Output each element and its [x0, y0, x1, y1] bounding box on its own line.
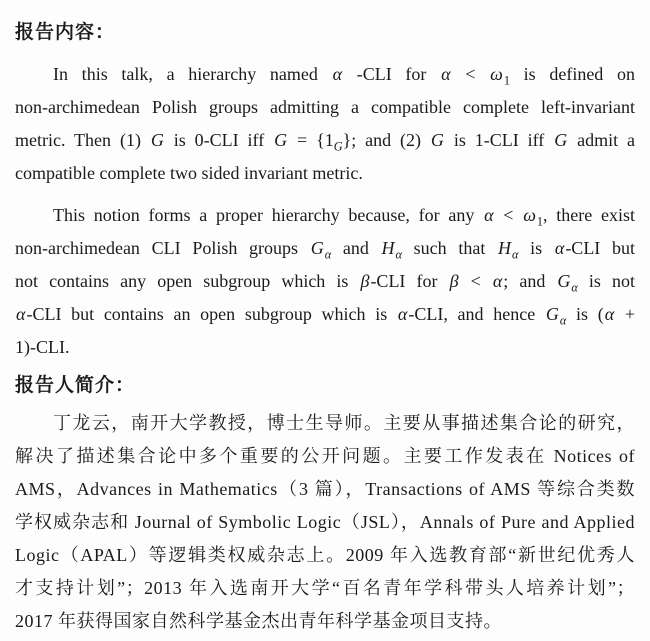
text-run: -CLI, and hence [408, 304, 545, 324]
text-run: and [331, 238, 381, 258]
math-symbol: α [604, 304, 615, 324]
math-symbol: α [395, 247, 402, 262]
text-line [15, 199, 635, 232]
math-symbol: G [430, 130, 444, 150]
paragraph-talk-abstract-1 [15, 58, 635, 190]
math-symbol: G [554, 130, 568, 150]
math-symbol: α [16, 304, 26, 324]
math-symbol: H [381, 238, 395, 258]
text-run: ; and [503, 271, 557, 291]
text-run: -CLI but [565, 238, 635, 258]
math-symbol: β [449, 271, 459, 291]
section-heading-speaker-bio: 报告人简介： [15, 375, 136, 396]
math-symbol: α [324, 247, 332, 262]
math-symbol: β [360, 271, 370, 291]
text-line [15, 58, 635, 91]
text-run: metric. Then (1) [15, 130, 150, 150]
text-run: }; and (2) [342, 130, 430, 150]
math-symbol: α [554, 238, 565, 258]
text-run: is [518, 238, 554, 258]
text-run: -CLI but contains an open subgroup which is [26, 304, 397, 324]
text-run: = {1 [288, 130, 334, 150]
math-symbol: α [559, 313, 567, 328]
text-line [15, 91, 635, 124]
text-run: + [615, 304, 635, 324]
math-symbol: H [498, 238, 512, 258]
math-symbol: G [557, 271, 571, 291]
text-run: non-archimedean Polish groups admitting a compatible complete left-invariant [15, 97, 635, 117]
math-symbol: α [492, 271, 503, 291]
math-symbol: ω [490, 64, 503, 84]
text-line [15, 331, 635, 364]
text-run: is 0-CLI iff [164, 130, 274, 150]
text-line [15, 298, 635, 331]
text-run: admit a [568, 130, 635, 150]
math-symbol: α [484, 205, 494, 225]
text-run: 1)-CLI. [15, 337, 70, 357]
text-run: such that [401, 238, 498, 258]
text-line [15, 232, 635, 265]
text-line: 丁龙云，南开大学教授，博士生导师。主要从事描述集合论的研究， [53, 413, 635, 433]
text-run: is not [577, 271, 635, 291]
text-line [15, 124, 635, 157]
math-symbol: G [310, 238, 324, 258]
text-run: is 1-CLI iff [444, 130, 554, 150]
math-symbol: 1 [503, 73, 510, 88]
text-run: not contains any open subgroup which is [15, 271, 360, 291]
text-run: , there exist [543, 205, 635, 225]
text-run: non-archimedean CLI Polish groups [15, 238, 310, 258]
text-run: In this talk, a hierarchy named [53, 64, 332, 84]
text-line: 2017 年获得国家自然科学基金杰出青年科学基金项目支持。 [15, 611, 502, 631]
math-symbol: α [571, 280, 578, 295]
math-symbol: ω [523, 205, 536, 225]
text-line: 解决了描述集合论中多个重要的公开问题。主要工作发表在 Notices of [15, 446, 635, 466]
math-symbol: G [274, 130, 288, 150]
text-run: is defined on [509, 64, 635, 84]
text-run: -CLI for [370, 271, 449, 291]
text-run: < [451, 64, 490, 84]
text-run: is ( [566, 304, 604, 324]
text-line [15, 265, 635, 298]
text-run: This notion forms a proper hierarchy because, for any [53, 205, 484, 225]
math-symbol: G [150, 130, 164, 150]
math-symbol: α [332, 64, 343, 84]
math-symbol: 1 [536, 214, 544, 229]
paragraph-speaker-bio [15, 407, 635, 638]
text-line: 学权威杂志和 Journal of Symbolic Logic（JSL），Annals of Pure and Applied [15, 512, 635, 532]
text-line [15, 157, 635, 190]
section-heading-report-content: 报告内容： [15, 22, 116, 43]
text-run: compatible complete two sided invariant metric. [15, 163, 363, 183]
text-line: 才支持计划”；2013 年入选南开大学“百名青年学科带头人培养计划”； [15, 578, 635, 598]
math-symbol: G [333, 139, 343, 154]
math-symbol: α [512, 247, 519, 262]
text-run: < [459, 271, 492, 291]
paragraph-talk-abstract-2 [15, 199, 635, 364]
text-line: Logic（APAL）等逻辑类权威杂志上。2009 年入选教育部“新世纪优秀人 [15, 545, 635, 565]
math-symbol: G [545, 304, 559, 324]
text-run: -CLI for [343, 64, 441, 84]
text-run: < [494, 205, 523, 225]
text-line: AMS，Advances in Mathematics（3 篇），Transactions of AMS 等综合类数 [15, 479, 635, 499]
math-symbol: α [397, 304, 408, 324]
math-symbol: α [441, 64, 451, 84]
